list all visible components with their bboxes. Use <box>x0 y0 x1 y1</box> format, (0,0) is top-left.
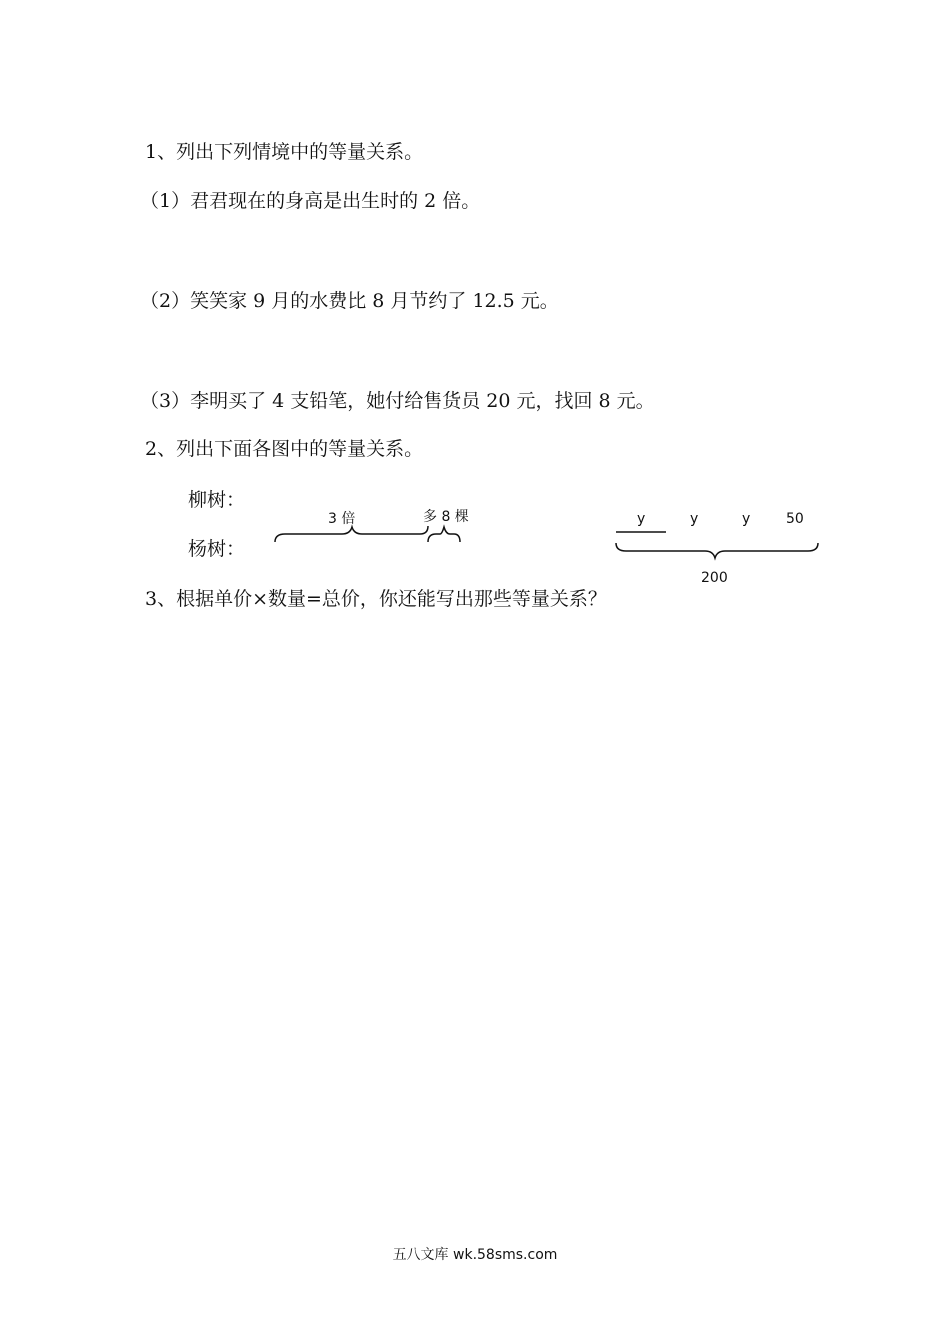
left-brace-diagram <box>270 522 470 552</box>
segment-label-1: y <box>637 511 646 527</box>
total-brace <box>616 543 818 558</box>
brace-main-label: 3 倍 <box>328 511 356 527</box>
poplar-label: 杨树： <box>188 538 246 560</box>
question-2-title: 2、列出下面各图中的等量关系。 <box>145 438 424 460</box>
extra-brace <box>428 527 460 542</box>
segment-label-2: y <box>690 511 699 527</box>
question-3-title: 3、根据单价×数量=总价，你还能写出那些等量关系？ <box>145 588 607 610</box>
footer-watermark: 五八文库 wk.58sms.com <box>392 1247 558 1263</box>
segment-label-3: y <box>742 511 751 527</box>
brace-extra-label: 多 8 棵 <box>423 509 469 525</box>
willow-label: 柳树： <box>188 489 246 511</box>
right-brace-diagram <box>610 525 840 565</box>
segment-label-4: 50 <box>786 511 804 527</box>
total-label: 200 <box>701 570 728 586</box>
main-brace <box>275 526 428 542</box>
question-1-item-2: （2）笑笑家 9 月的水费比 8 月节约了 12.5 元。 <box>140 290 559 312</box>
question-1-title: 1、列出下列情境中的等量关系。 <box>145 141 424 163</box>
question-1-item-3: （3）李明买了 4 支铅笔，她付给售货员 20 元，找回 8 元。 <box>140 390 655 412</box>
question-1-item-1: （1）君君现在的身高是出生时的 2 倍。 <box>140 190 481 212</box>
